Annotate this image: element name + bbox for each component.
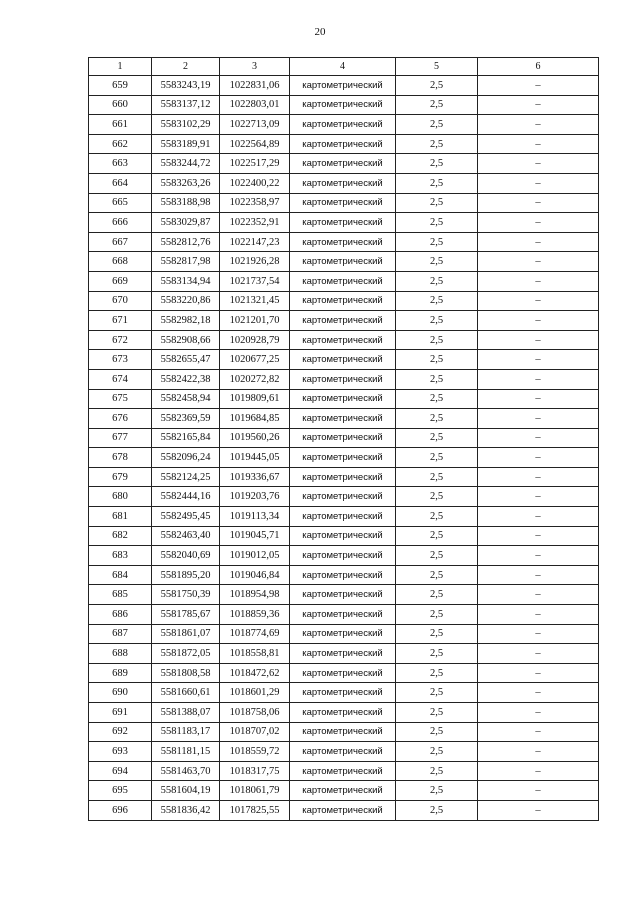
point-number-cell: 666 — [89, 213, 152, 233]
note-cell: – — [478, 252, 599, 272]
note-cell: – — [478, 213, 599, 233]
y-coordinate-cell: 1017825,55 — [220, 800, 290, 820]
y-coordinate-cell: 1019113,34 — [220, 507, 290, 527]
accuracy-cell: 2,5 — [396, 213, 478, 233]
note-cell: – — [478, 291, 599, 311]
x-coordinate-cell: 5582124,25 — [152, 467, 220, 487]
method-cell: картометрический — [290, 703, 396, 723]
method-cell: картометрический — [290, 448, 396, 468]
table-row — [89, 683, 599, 703]
table-header-row — [89, 58, 599, 76]
method-cell: картометрический — [290, 624, 396, 644]
table-row — [89, 252, 599, 272]
table-row — [89, 134, 599, 154]
accuracy-cell: 2,5 — [396, 154, 478, 174]
x-coordinate-cell: 5581895,20 — [152, 565, 220, 585]
x-coordinate-cell: 5581183,17 — [152, 722, 220, 742]
y-coordinate-cell: 1020272,82 — [220, 369, 290, 389]
x-coordinate-cell: 5582040,69 — [152, 546, 220, 566]
note-cell: – — [478, 95, 599, 115]
accuracy-cell: 2,5 — [396, 722, 478, 742]
x-coordinate-cell: 5581872,05 — [152, 644, 220, 664]
table-row — [89, 173, 599, 193]
x-coordinate-cell: 5581181,15 — [152, 742, 220, 762]
note-cell: – — [478, 369, 599, 389]
y-coordinate-cell: 1018559,72 — [220, 742, 290, 762]
y-coordinate-cell: 1022400,22 — [220, 173, 290, 193]
method-cell: картометрический — [290, 330, 396, 350]
accuracy-cell: 2,5 — [396, 761, 478, 781]
note-cell: – — [478, 467, 599, 487]
method-cell: картометрический — [290, 722, 396, 742]
table-row — [89, 409, 599, 429]
y-coordinate-cell: 1018774,69 — [220, 624, 290, 644]
method-cell: картометрический — [290, 95, 396, 115]
point-number-cell: 683 — [89, 546, 152, 566]
y-coordinate-cell: 1021321,45 — [220, 291, 290, 311]
point-number-cell: 684 — [89, 565, 152, 585]
y-coordinate-cell: 1022517,29 — [220, 154, 290, 174]
x-coordinate-cell: 5583189,91 — [152, 134, 220, 154]
x-coordinate-cell: 5583244,72 — [152, 154, 220, 174]
x-coordinate-cell: 5582817,98 — [152, 252, 220, 272]
point-number-cell: 687 — [89, 624, 152, 644]
note-cell: – — [478, 624, 599, 644]
y-coordinate-cell: 1019336,67 — [220, 467, 290, 487]
note-cell: – — [478, 683, 599, 703]
accuracy-cell: 2,5 — [396, 605, 478, 625]
x-coordinate-cell: 5581808,58 — [152, 663, 220, 683]
point-number-cell: 664 — [89, 173, 152, 193]
column-header: 6 — [478, 58, 599, 76]
point-number-cell: 660 — [89, 95, 152, 115]
method-cell: картометрический — [290, 409, 396, 429]
point-number-cell: 680 — [89, 487, 152, 507]
method-cell: картометрический — [290, 389, 396, 409]
point-number-cell: 689 — [89, 663, 152, 683]
note-cell: – — [478, 526, 599, 546]
accuracy-cell: 2,5 — [396, 703, 478, 723]
method-cell: картометрический — [290, 311, 396, 331]
note-cell: – — [478, 448, 599, 468]
method-cell: картометрический — [290, 232, 396, 252]
accuracy-cell: 2,5 — [396, 448, 478, 468]
y-coordinate-cell: 1022713,09 — [220, 115, 290, 135]
point-number-cell: 678 — [89, 448, 152, 468]
page-number: 20 — [314, 26, 326, 38]
y-coordinate-cell: 1022564,89 — [220, 134, 290, 154]
table-row — [89, 507, 599, 527]
method-cell: картометрический — [290, 565, 396, 585]
accuracy-cell: 2,5 — [396, 546, 478, 566]
accuracy-cell: 2,5 — [396, 173, 478, 193]
accuracy-cell: 2,5 — [396, 271, 478, 291]
y-coordinate-cell: 1019012,05 — [220, 546, 290, 566]
table-row — [89, 467, 599, 487]
method-cell: картометрический — [290, 252, 396, 272]
y-coordinate-cell: 1022803,01 — [220, 95, 290, 115]
column-header: 2 — [152, 58, 220, 76]
point-number-cell: 693 — [89, 742, 152, 762]
note-cell: – — [478, 350, 599, 370]
note-cell: – — [478, 507, 599, 527]
accuracy-cell: 2,5 — [396, 330, 478, 350]
accuracy-cell: 2,5 — [396, 781, 478, 801]
y-coordinate-cell: 1018558,81 — [220, 644, 290, 664]
accuracy-cell: 2,5 — [396, 291, 478, 311]
table-row — [89, 271, 599, 291]
accuracy-cell: 2,5 — [396, 193, 478, 213]
point-number-cell: 690 — [89, 683, 152, 703]
method-cell: картометрический — [290, 369, 396, 389]
x-coordinate-cell: 5583137,12 — [152, 95, 220, 115]
y-coordinate-cell: 1022831,06 — [220, 76, 290, 96]
table-row — [89, 761, 599, 781]
method-cell: картометрический — [290, 291, 396, 311]
method-cell: картометрический — [290, 585, 396, 605]
method-cell: картометрический — [290, 663, 396, 683]
table-row — [89, 389, 599, 409]
y-coordinate-cell: 1019203,76 — [220, 487, 290, 507]
accuracy-cell: 2,5 — [396, 565, 478, 585]
accuracy-cell: 2,5 — [396, 252, 478, 272]
note-cell: – — [478, 487, 599, 507]
x-coordinate-cell: 5582165,84 — [152, 428, 220, 448]
x-coordinate-cell: 5582812,76 — [152, 232, 220, 252]
note-cell: – — [478, 703, 599, 723]
x-coordinate-cell: 5582495,45 — [152, 507, 220, 527]
table-row — [89, 330, 599, 350]
y-coordinate-cell: 1018954,98 — [220, 585, 290, 605]
note-cell: – — [478, 565, 599, 585]
note-cell: – — [478, 663, 599, 683]
accuracy-cell: 2,5 — [396, 76, 478, 96]
y-coordinate-cell: 1019445,05 — [220, 448, 290, 468]
column-header: 3 — [220, 58, 290, 76]
accuracy-cell: 2,5 — [396, 663, 478, 683]
table-row — [89, 800, 599, 820]
x-coordinate-cell: 5583102,29 — [152, 115, 220, 135]
column-header: 1 — [89, 58, 152, 76]
table-row — [89, 546, 599, 566]
method-cell: картометрический — [290, 781, 396, 801]
table-row — [89, 350, 599, 370]
table-row — [89, 154, 599, 174]
y-coordinate-cell: 1018601,29 — [220, 683, 290, 703]
note-cell: – — [478, 76, 599, 96]
table-row — [89, 663, 599, 683]
point-number-cell: 669 — [89, 271, 152, 291]
method-cell: картометрический — [290, 526, 396, 546]
accuracy-cell: 2,5 — [396, 585, 478, 605]
note-cell: – — [478, 409, 599, 429]
y-coordinate-cell: 1018061,79 — [220, 781, 290, 801]
table-row — [89, 193, 599, 213]
column-header: 5 — [396, 58, 478, 76]
accuracy-cell: 2,5 — [396, 526, 478, 546]
x-coordinate-cell: 5582655,47 — [152, 350, 220, 370]
x-coordinate-cell: 5581836,42 — [152, 800, 220, 820]
point-number-cell: 667 — [89, 232, 152, 252]
accuracy-cell: 2,5 — [396, 369, 478, 389]
accuracy-cell: 2,5 — [396, 389, 478, 409]
y-coordinate-cell: 1022358,97 — [220, 193, 290, 213]
accuracy-cell: 2,5 — [396, 683, 478, 703]
note-cell: – — [478, 605, 599, 625]
table-row — [89, 213, 599, 233]
x-coordinate-cell: 5583243,19 — [152, 76, 220, 96]
y-coordinate-cell: 1019045,71 — [220, 526, 290, 546]
y-coordinate-cell: 1019046,84 — [220, 565, 290, 585]
accuracy-cell: 2,5 — [396, 350, 478, 370]
method-cell: картометрический — [290, 800, 396, 820]
y-coordinate-cell: 1019560,26 — [220, 428, 290, 448]
y-coordinate-cell: 1021926,28 — [220, 252, 290, 272]
method-cell: картометрический — [290, 761, 396, 781]
y-coordinate-cell: 1019684,85 — [220, 409, 290, 429]
point-number-cell: 670 — [89, 291, 152, 311]
table-row — [89, 448, 599, 468]
y-coordinate-cell: 1020928,79 — [220, 330, 290, 350]
x-coordinate-cell: 5582444,16 — [152, 487, 220, 507]
point-number-cell: 672 — [89, 330, 152, 350]
x-coordinate-cell: 5582422,38 — [152, 369, 220, 389]
note-cell: – — [478, 722, 599, 742]
x-coordinate-cell: 5581388,07 — [152, 703, 220, 723]
table-row — [89, 76, 599, 96]
note-cell: – — [478, 644, 599, 664]
x-coordinate-cell: 5581463,70 — [152, 761, 220, 781]
x-coordinate-cell: 5581861,07 — [152, 624, 220, 644]
y-coordinate-cell: 1022352,91 — [220, 213, 290, 233]
point-number-cell: 685 — [89, 585, 152, 605]
table-row — [89, 487, 599, 507]
table-row — [89, 526, 599, 546]
y-coordinate-cell: 1018859,36 — [220, 605, 290, 625]
method-cell: картометрический — [290, 173, 396, 193]
method-cell: картометрический — [290, 134, 396, 154]
x-coordinate-cell: 5583263,26 — [152, 173, 220, 193]
point-number-cell: 661 — [89, 115, 152, 135]
note-cell: – — [478, 546, 599, 566]
x-coordinate-cell: 5581785,67 — [152, 605, 220, 625]
point-number-cell: 696 — [89, 800, 152, 820]
x-coordinate-cell: 5583134,94 — [152, 271, 220, 291]
note-cell: – — [478, 761, 599, 781]
point-number-cell: 686 — [89, 605, 152, 625]
y-coordinate-cell: 1020677,25 — [220, 350, 290, 370]
y-coordinate-cell: 1021737,54 — [220, 271, 290, 291]
accuracy-cell: 2,5 — [396, 115, 478, 135]
method-cell: картометрический — [290, 115, 396, 135]
note-cell: – — [478, 330, 599, 350]
point-number-cell: 691 — [89, 703, 152, 723]
accuracy-cell: 2,5 — [396, 95, 478, 115]
point-number-cell: 665 — [89, 193, 152, 213]
note-cell: – — [478, 585, 599, 605]
accuracy-cell: 2,5 — [396, 428, 478, 448]
x-coordinate-cell: 5583188,98 — [152, 193, 220, 213]
table-row — [89, 722, 599, 742]
method-cell: картометрический — [290, 467, 396, 487]
point-number-cell: 694 — [89, 761, 152, 781]
accuracy-cell: 2,5 — [396, 134, 478, 154]
note-cell: – — [478, 428, 599, 448]
accuracy-cell: 2,5 — [396, 409, 478, 429]
table-row — [89, 369, 599, 389]
point-number-cell: 679 — [89, 467, 152, 487]
method-cell: картометрический — [290, 507, 396, 527]
point-number-cell: 676 — [89, 409, 152, 429]
note-cell: – — [478, 389, 599, 409]
method-cell: картометрический — [290, 154, 396, 174]
y-coordinate-cell: 1018472,62 — [220, 663, 290, 683]
table-row — [89, 605, 599, 625]
note-cell: – — [478, 311, 599, 331]
method-cell: картометрический — [290, 271, 396, 291]
accuracy-cell: 2,5 — [396, 507, 478, 527]
accuracy-cell: 2,5 — [396, 800, 478, 820]
point-number-cell: 673 — [89, 350, 152, 370]
note-cell: – — [478, 154, 599, 174]
x-coordinate-cell: 5581750,39 — [152, 585, 220, 605]
method-cell: картометрический — [290, 213, 396, 233]
note-cell: – — [478, 134, 599, 154]
x-coordinate-cell: 5582982,18 — [152, 311, 220, 331]
method-cell: картометрический — [290, 76, 396, 96]
note-cell: – — [478, 232, 599, 252]
y-coordinate-cell: 1022147,23 — [220, 232, 290, 252]
table-row — [89, 565, 599, 585]
x-coordinate-cell: 5582908,66 — [152, 330, 220, 350]
note-cell: – — [478, 271, 599, 291]
note-cell: – — [478, 800, 599, 820]
table-row — [89, 703, 599, 723]
point-number-cell: 688 — [89, 644, 152, 664]
point-number-cell: 662 — [89, 134, 152, 154]
table-row — [89, 428, 599, 448]
point-number-cell: 675 — [89, 389, 152, 409]
x-coordinate-cell: 5582369,59 — [152, 409, 220, 429]
note-cell: – — [478, 742, 599, 762]
note-cell: – — [478, 781, 599, 801]
table-row — [89, 781, 599, 801]
accuracy-cell: 2,5 — [396, 232, 478, 252]
x-coordinate-cell: 5582096,24 — [152, 448, 220, 468]
accuracy-cell: 2,5 — [396, 742, 478, 762]
table-row — [89, 311, 599, 331]
table-row — [89, 115, 599, 135]
x-coordinate-cell: 5583029,87 — [152, 213, 220, 233]
column-header: 4 — [290, 58, 396, 76]
note-cell: – — [478, 193, 599, 213]
method-cell: картометрический — [290, 683, 396, 703]
x-coordinate-cell: 5583220,86 — [152, 291, 220, 311]
table-row — [89, 291, 599, 311]
y-coordinate-cell: 1018707,02 — [220, 722, 290, 742]
point-number-cell: 674 — [89, 369, 152, 389]
table-row — [89, 742, 599, 762]
method-cell: картометрический — [290, 546, 396, 566]
point-number-cell: 671 — [89, 311, 152, 331]
accuracy-cell: 2,5 — [396, 644, 478, 664]
coordinates-table — [88, 57, 599, 821]
point-number-cell: 692 — [89, 722, 152, 742]
point-number-cell: 695 — [89, 781, 152, 801]
point-number-cell: 663 — [89, 154, 152, 174]
x-coordinate-cell: 5581660,61 — [152, 683, 220, 703]
point-number-cell: 668 — [89, 252, 152, 272]
point-number-cell: 682 — [89, 526, 152, 546]
y-coordinate-cell: 1019809,61 — [220, 389, 290, 409]
y-coordinate-cell: 1021201,70 — [220, 311, 290, 331]
method-cell: картометрический — [290, 605, 396, 625]
accuracy-cell: 2,5 — [396, 487, 478, 507]
table-row — [89, 624, 599, 644]
table-row — [89, 232, 599, 252]
point-number-cell: 681 — [89, 507, 152, 527]
point-number-cell: 677 — [89, 428, 152, 448]
x-coordinate-cell: 5582458,94 — [152, 389, 220, 409]
accuracy-cell: 2,5 — [396, 311, 478, 331]
method-cell: картометрический — [290, 428, 396, 448]
method-cell: картометрический — [290, 742, 396, 762]
y-coordinate-cell: 1018758,06 — [220, 703, 290, 723]
table-row — [89, 95, 599, 115]
note-cell: – — [478, 173, 599, 193]
method-cell: картометрический — [290, 350, 396, 370]
method-cell: картометрический — [290, 487, 396, 507]
x-coordinate-cell: 5581604,19 — [152, 781, 220, 801]
note-cell: – — [478, 115, 599, 135]
point-number-cell: 659 — [89, 76, 152, 96]
method-cell: картометрический — [290, 644, 396, 664]
table-row — [89, 585, 599, 605]
method-cell: картометрический — [290, 193, 396, 213]
accuracy-cell: 2,5 — [396, 467, 478, 487]
x-coordinate-cell: 5582463,40 — [152, 526, 220, 546]
table-row — [89, 644, 599, 664]
y-coordinate-cell: 1018317,75 — [220, 761, 290, 781]
accuracy-cell: 2,5 — [396, 624, 478, 644]
